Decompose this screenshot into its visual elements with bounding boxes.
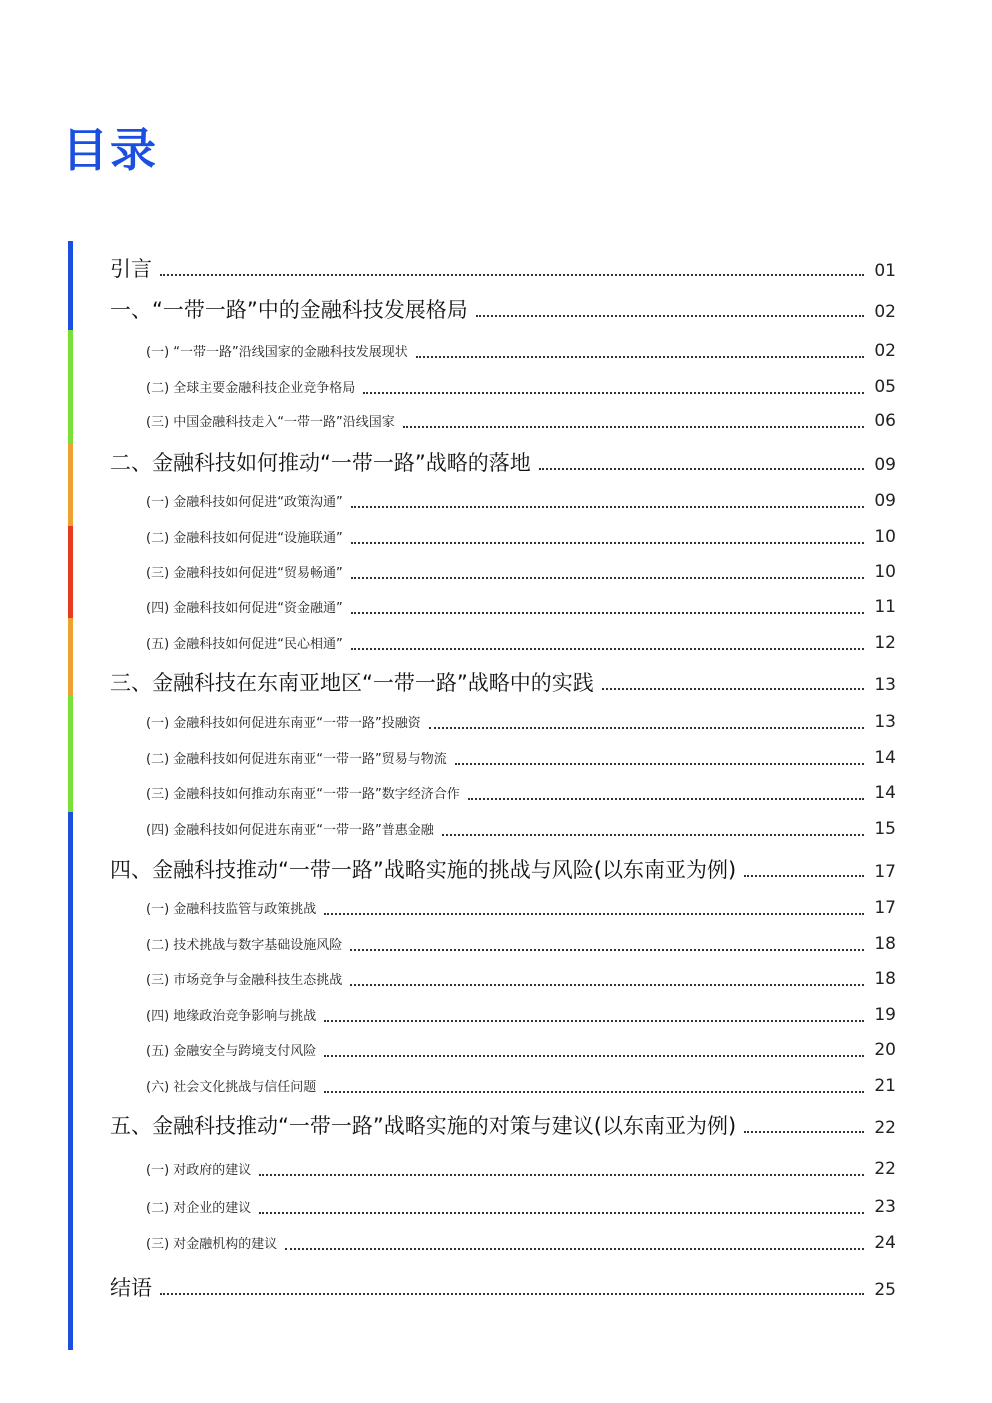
toc-entry-section[interactable]	[110, 632, 896, 654]
toc-leader-dots	[160, 1293, 864, 1295]
toc-page-number: 18	[874, 934, 896, 954]
toc-entry-label: (二) 金融科技如何促进东南亚“一带一路”贸易与物流	[146, 752, 447, 767]
toc-leader-dots	[455, 763, 864, 765]
toc-leader-dots	[324, 1020, 864, 1022]
toc-entry-label: 一、“一带一路”中的金融科技发展格局	[110, 298, 468, 322]
toc-leader-dots	[351, 577, 864, 579]
toc-leader-dots	[259, 1212, 864, 1214]
toc-entry-section[interactable]	[110, 1039, 896, 1061]
toc-leader-dots	[744, 1131, 864, 1133]
toc-leader-dots	[476, 315, 864, 317]
toc-page-number: 09	[874, 455, 896, 475]
toc-page-number: 10	[874, 562, 896, 582]
toc-page-number: 01	[874, 261, 896, 281]
toc-leader-dots	[602, 688, 864, 690]
toc-entry-section[interactable]	[110, 711, 896, 733]
toc-leader-dots	[351, 612, 864, 614]
toc-entry-label: (二) 金融科技如何促进“设施联通”	[146, 531, 343, 546]
toc-entry-label: (五) 金融科技如何促进“民心相通”	[146, 637, 343, 652]
toc-entry-label: (一) 金融科技如何促进“政策沟通”	[146, 495, 343, 510]
page-title: 目录	[62, 123, 158, 177]
toc-leader-dots	[468, 798, 864, 800]
toc-entry-label: (二) 对企业的建议	[146, 1201, 252, 1216]
toc-entry-conclusion[interactable]	[110, 1275, 896, 1301]
toc-entry-section[interactable]	[110, 1158, 896, 1180]
toc-entry-label: 二、金融科技如何推动“一带一路”战略的落地	[110, 451, 531, 475]
toc-page-number: 17	[874, 898, 896, 918]
toc-leader-dots	[351, 506, 864, 508]
toc-leader-dots	[442, 834, 864, 836]
toc-entry-label: (三) 对金融机构的建议	[146, 1237, 278, 1252]
toc-entry-section[interactable]	[110, 782, 896, 804]
toc-leader-dots	[160, 274, 864, 276]
toc-page-number: 18	[874, 969, 896, 989]
toc-page-number: 13	[874, 712, 896, 732]
toc-entry-section[interactable]	[110, 1075, 896, 1097]
toc-entry-label: (四) 地缘政治竞争影响与挑战	[146, 1009, 317, 1024]
toc-entry-chapter-4[interactable]	[110, 857, 896, 883]
toc-entry-label: 五、金融科技推动“一带一路”战略实施的对策与建议(以东南亚为例)	[110, 1114, 737, 1138]
toc-leader-dots	[324, 913, 864, 915]
toc-leader-dots	[351, 648, 864, 650]
toc-entry-label: (二) 全球主要金融科技企业竞争格局	[146, 381, 356, 396]
toc-page-number: 14	[874, 783, 896, 803]
sidebar-segment-red	[68, 526, 73, 618]
toc-page-number: 11	[874, 597, 896, 617]
toc-entry-label: (一) 金融科技监管与政策挑战	[146, 902, 317, 917]
toc-page-number: 15	[874, 819, 896, 839]
sidebar-segment-orange	[68, 444, 73, 526]
toc-entry-section[interactable]	[110, 968, 896, 990]
toc-entry-label: 结语	[110, 1276, 152, 1300]
toc-page-number: 10	[874, 527, 896, 547]
toc-entry-section[interactable]	[110, 1004, 896, 1026]
toc-entry-section[interactable]	[110, 410, 896, 432]
toc-entry-section[interactable]	[110, 747, 896, 769]
toc-entry-section[interactable]	[110, 376, 896, 398]
toc-entry-section[interactable]	[110, 490, 896, 512]
toc-entry-chapter-3[interactable]	[110, 670, 896, 696]
sidebar-segment-orange-2	[68, 618, 73, 696]
toc-page-number: 02	[874, 302, 896, 322]
sidebar-segment-blue-bottom	[68, 812, 73, 1350]
toc-entry-section[interactable]	[110, 818, 896, 840]
toc-leader-dots	[363, 392, 864, 394]
toc-page-number: 02	[874, 341, 896, 361]
toc-entry-section[interactable]	[110, 596, 896, 618]
toc-entry-chapter-2[interactable]	[110, 450, 896, 476]
toc-entry-label: (三) 市场竞争与金融科技生态挑战	[146, 973, 343, 988]
toc-entry-section[interactable]	[110, 933, 896, 955]
toc-leader-dots	[416, 356, 864, 358]
toc-page-number: 12	[874, 633, 896, 653]
toc-leader-dots	[285, 1248, 864, 1250]
toc-leader-dots	[350, 984, 864, 986]
toc-page-number: 21	[874, 1076, 896, 1096]
toc-entry-label: (四) 金融科技如何促进东南亚“一带一路”普惠金融	[146, 823, 434, 838]
toc-leader-dots	[539, 468, 864, 470]
toc-entry-label: (六) 社会文化挑战与信任问题	[146, 1080, 317, 1095]
toc-entry-label: (五) 金融安全与跨境支付风险	[146, 1044, 317, 1059]
toc-entry-label: 引言	[110, 257, 152, 281]
toc-leader-dots	[324, 1091, 864, 1093]
toc-page-number: 13	[874, 675, 896, 695]
toc-entry-intro[interactable]	[110, 256, 896, 282]
toc-page-number: 09	[874, 491, 896, 511]
toc-entry-chapter-1[interactable]	[110, 297, 896, 323]
toc-leader-dots	[350, 949, 864, 951]
toc-leader-dots	[429, 727, 864, 729]
toc-page-number: 20	[874, 1040, 896, 1060]
toc-entry-label: (一) “一带一路”沿线国家的金融科技发展现状	[146, 345, 408, 360]
toc-entry-section[interactable]	[110, 897, 896, 919]
sidebar-segment-blue-top	[68, 241, 73, 330]
toc-entry-label: 三、金融科技在东南亚地区“一带一路”战略中的实践	[110, 671, 594, 695]
toc-entry-chapter-5[interactable]	[110, 1113, 896, 1139]
sidebar-segment-green-2	[68, 696, 73, 812]
toc-entry-label: (一) 金融科技如何促进东南亚“一带一路”投融资	[146, 716, 421, 731]
toc-leader-dots	[403, 426, 864, 428]
toc-page-number: 05	[874, 377, 896, 397]
toc-page-number: 17	[874, 862, 896, 882]
toc-entry-label: 四、金融科技推动“一带一路”战略实施的挑战与风险(以东南亚为例)	[110, 858, 737, 882]
toc-entry-label: (二) 技术挑战与数字基础设施风险	[146, 938, 343, 953]
toc-page-number: 22	[874, 1159, 896, 1179]
toc-entry-section[interactable]	[110, 340, 896, 362]
toc-entry-section[interactable]	[110, 561, 896, 583]
toc-page-number: 24	[874, 1233, 896, 1253]
toc-entry-label: (三) 金融科技如何推动东南亚“一带一路”数字经济合作	[146, 787, 460, 802]
toc-page-number: 22	[874, 1118, 896, 1138]
toc-page-number: 19	[874, 1005, 896, 1025]
toc-entry-section[interactable]	[110, 526, 896, 548]
toc-entry-label: (三) 金融科技如何促进“贸易畅通”	[146, 566, 343, 581]
toc-leader-dots	[351, 542, 864, 544]
toc-entry-section[interactable]	[110, 1196, 896, 1218]
toc-entry-section[interactable]	[110, 1232, 896, 1254]
toc-leader-dots	[259, 1174, 864, 1176]
toc-page-number: 14	[874, 748, 896, 768]
sidebar-segment-green	[68, 330, 73, 444]
toc-leader-dots	[744, 875, 864, 877]
toc-entry-label: (一) 对政府的建议	[146, 1163, 252, 1178]
toc-entry-label: (三) 中国金融科技走入“一带一路”沿线国家	[146, 415, 395, 430]
toc-entry-label: (四) 金融科技如何促进“资金融通”	[146, 601, 343, 616]
toc-page-number: 25	[874, 1280, 896, 1300]
toc-page-number: 23	[874, 1197, 896, 1217]
toc-leader-dots	[324, 1055, 864, 1057]
toc-page-number: 06	[874, 411, 896, 431]
